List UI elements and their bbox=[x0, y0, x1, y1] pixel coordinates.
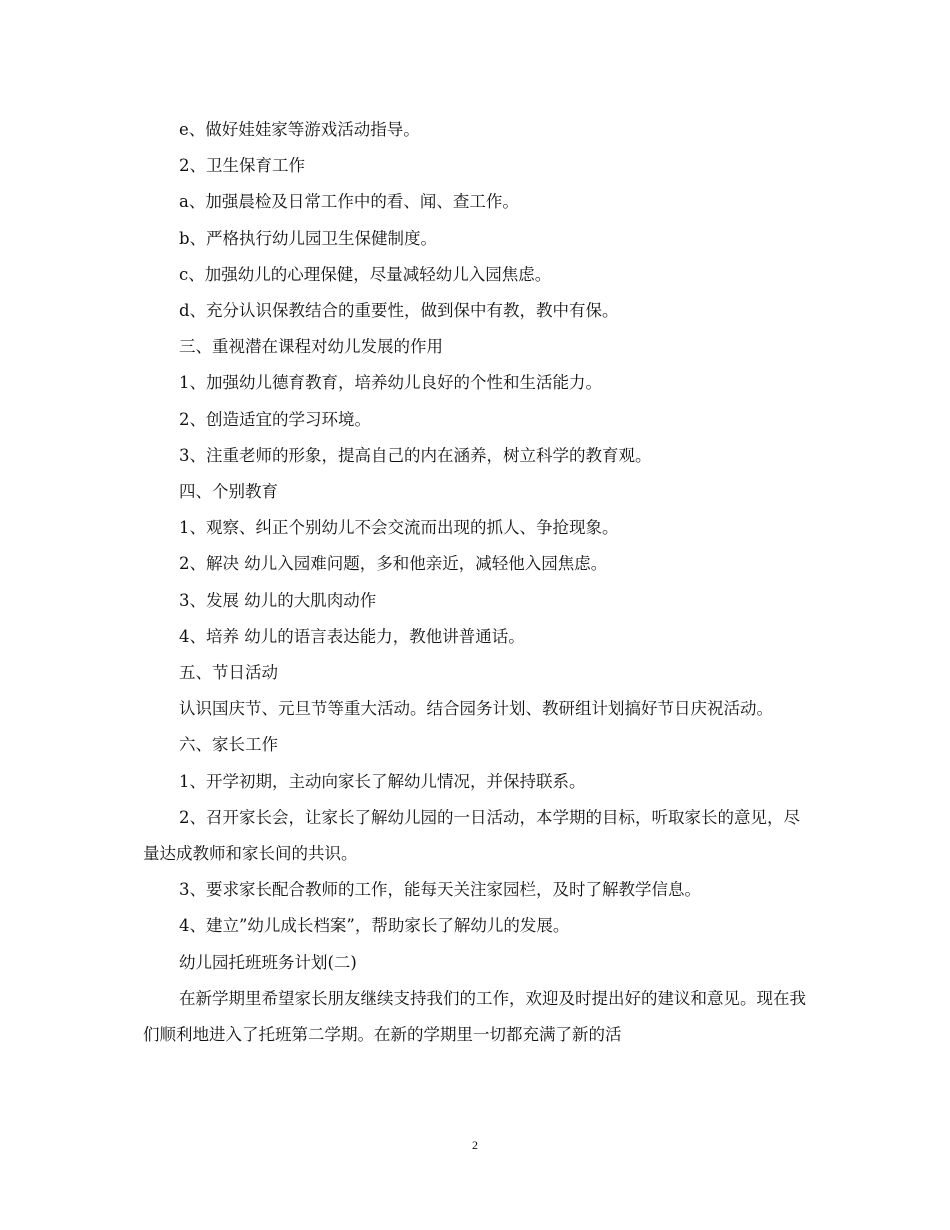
paragraph-7: 三、重视潜在课程对幼儿发展的作用 bbox=[179, 337, 443, 357]
paragraph-2: 2、卫生保育工作 bbox=[179, 156, 305, 176]
paragraph-15: 4、培养 幼儿的语言表达能力，教他讲普通话。 bbox=[179, 626, 525, 646]
paragraph-11: 四、个别教育 bbox=[179, 482, 278, 502]
paragraph-17: 认识国庆节、元旦节等重大活动。结合园务计划、教研组计划搞好节日庆祝活动。 bbox=[179, 699, 773, 719]
paragraph-24: 在新学期里希望家长朋友继续支持我们的工作，欢迎及时提出好的建议和意见。现在我们顺利地进入了托班第二学期。在新的学期里一切都充满了新的活 bbox=[143, 988, 806, 1045]
paragraph-23: 幼儿园托班班务计划(二) bbox=[179, 952, 357, 972]
paragraph-14: 3、发展 幼儿的大肌肉动作 bbox=[179, 590, 377, 610]
paragraph-9: 2、创造适宜的学习环境。 bbox=[179, 409, 371, 429]
paragraph-21: 3、要求家长配合教师的工作，能每天关注家园栏，及时了解教学信息。 bbox=[179, 880, 701, 900]
paragraph-13: 2、解决 幼儿入园难问题，多和他亲近，减轻他入园焦虑。 bbox=[179, 554, 608, 574]
paragraph-16: 五、节日活动 bbox=[179, 663, 278, 683]
paragraph-4: b、严格执行幼儿园卫生保健制度。 bbox=[179, 228, 438, 248]
paragraph-20: 2、召开家长会，让家长了解幼儿园的一日活动，本学期的目标，听取家长的意见，尽量达成教师和家长间的共识。 bbox=[143, 807, 800, 864]
paragraph-22: 4、建立”幼儿成长档案”，帮助家长了解幼儿的发展。 bbox=[179, 916, 570, 936]
paragraph-8: 1、加强幼儿德育教育，培养幼儿良好的个性和生活能力。 bbox=[179, 373, 602, 393]
paragraph-3: a、加强晨检及日常工作中的看、闻、查工作。 bbox=[179, 192, 519, 212]
paragraph-12: 1、观察、纠正个别幼儿不会交流而出现的抓人、争抢现象。 bbox=[179, 518, 619, 538]
paragraph-1: e、做好娃娃家等游戏活动指导。 bbox=[179, 120, 420, 139]
document-body bbox=[143, 112, 811, 1053]
paragraph-19: 1、开学初期，主动向家长了解幼儿情况，并保持联系。 bbox=[179, 771, 586, 791]
paragraph-5: c、加强幼儿的心理保健，尽量减轻幼儿入园焦虑。 bbox=[179, 264, 552, 284]
page-number: 2 bbox=[472, 1138, 478, 1152]
paragraph-10: 3、注重老师的形象，提高自己的内在涵养，树立科学的教育观。 bbox=[179, 445, 652, 465]
paragraph-6: d、充分认识保教结合的重要性，做到保中有教，教中有保。 bbox=[179, 301, 619, 321]
paragraph-18: 六、家长工作 bbox=[179, 735, 278, 755]
